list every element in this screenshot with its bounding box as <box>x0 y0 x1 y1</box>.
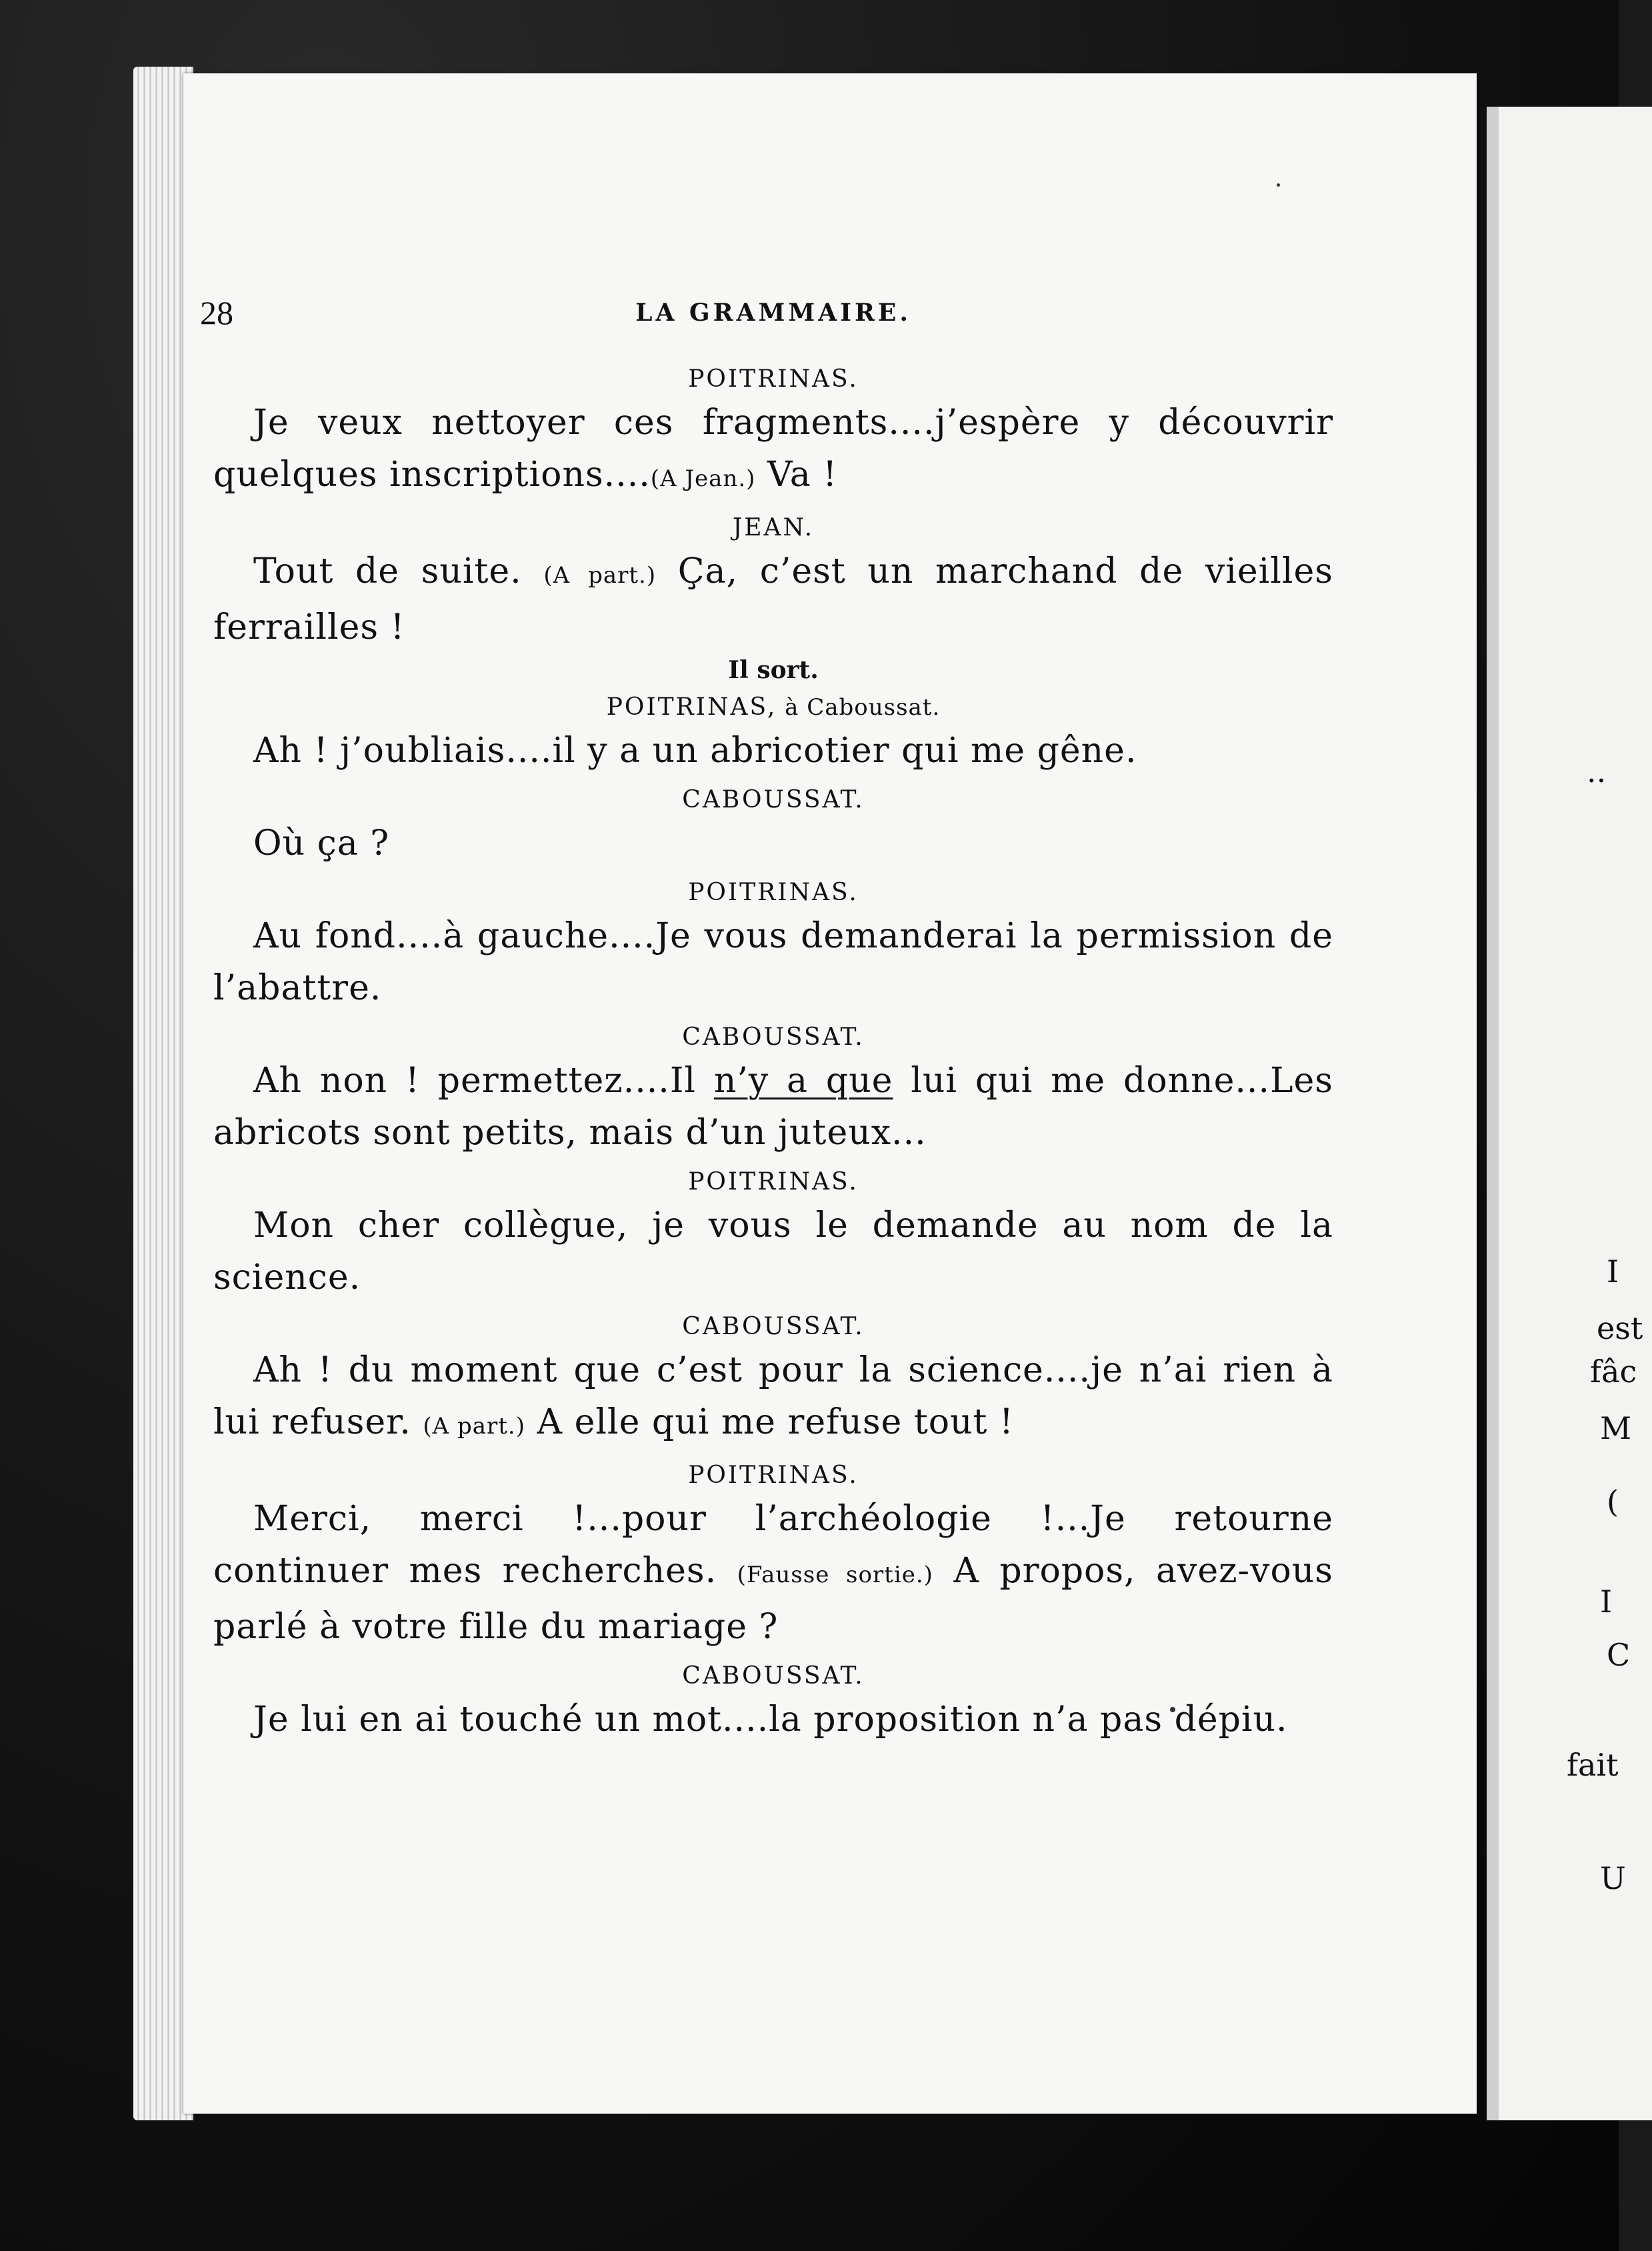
speech-text: Ah ! du moment que c’est pour la science....je n’ai rien à lui refuser. <box>213 1350 1333 1442</box>
speech-line <box>213 397 1333 505</box>
speech-text: A propos, avez-vous parlé à votre fille du mariage ? <box>213 1551 1333 1647</box>
facing-page-fragment: M <box>1600 1410 1632 1446</box>
facing-page-fragment: .. <box>1587 753 1607 789</box>
speech-text: Où ça ? <box>253 823 390 863</box>
speaker-name <box>213 365 1333 393</box>
speech-text: Ça, c’est un marchand de vieilles ferrailles ! <box>213 551 1333 647</box>
speaker-name <box>213 786 1333 813</box>
facing-page-fragment: fait <box>1567 1747 1619 1783</box>
facing-page-fragment: ( <box>1607 1484 1619 1520</box>
speaker-label: CABOUSSAT. <box>682 786 865 813</box>
speaker-label: POITRINAS. <box>688 879 859 906</box>
speaker-label: POITRINAS. <box>688 1462 859 1489</box>
page-number: 28 <box>200 294 233 331</box>
speaker-stage-note: à Caboussat. <box>777 694 941 721</box>
speech-text: Je lui en ai touché un mot....la proposition n’a pas dépiu. <box>253 1700 1288 1740</box>
running-title: LA GRAMMAIRE. <box>635 299 911 327</box>
facing-page <box>1487 107 1652 2120</box>
speech-text: Ah ! j’oubliais....il y a un abricotier qui me gêne. <box>253 731 1137 771</box>
stage-aside: (A part.) <box>543 562 657 589</box>
speaker-label: CABOUSSAT. <box>682 1662 865 1690</box>
speech-text: Merci, merci !...pour l’archéologie !...Je retourne continuer mes recherches. <box>213 1499 1333 1591</box>
speech-text: Va ! <box>755 455 838 495</box>
underlined-text: n’y a que <box>713 1061 893 1101</box>
speech-line <box>213 725 1333 777</box>
speech-text: lui qui me donne...Les abricots sont petits, mais d’un juteux... <box>213 1061 1333 1153</box>
speaker-label: POITRINAS, <box>606 693 777 721</box>
ink-speck <box>1277 183 1280 187</box>
speaker-name <box>213 1168 1333 1196</box>
page-text <box>200 293 1333 1746</box>
stage-direction: Il sort. <box>728 656 819 684</box>
facing-page-fragment: fâc <box>1590 1354 1637 1390</box>
stage-aside: (A Jean.) <box>650 465 756 492</box>
speaker-label: CABOUSSAT. <box>682 1313 865 1340</box>
stage-aside: (A part.) <box>423 1413 525 1440</box>
facing-page-fragment: I <box>1607 1254 1619 1290</box>
speaker-name <box>213 1023 1333 1051</box>
speech-text: Au fond....à gauche....Je vous demanderai la permission de l’abattre. <box>213 916 1333 1008</box>
speech-line <box>213 1694 1333 1746</box>
speaker-label: JEAN. <box>732 514 815 541</box>
speech-text: A elle qui me refuse tout ! <box>525 1402 1014 1442</box>
dialogue <box>213 365 1333 1746</box>
facing-page-fragment: I <box>1600 1584 1613 1620</box>
speaker-label: POITRINAS. <box>688 365 859 393</box>
stage-aside: (Fausse sortie.) <box>737 1562 933 1588</box>
page-header <box>200 293 1333 347</box>
facing-page-fragment: est <box>1597 1310 1643 1346</box>
speaker-name <box>213 1313 1333 1340</box>
speaker-name <box>213 1462 1333 1489</box>
speech-line <box>213 1200 1333 1304</box>
speaker-name <box>213 879 1333 906</box>
speaker-label: POITRINAS. <box>688 1168 859 1196</box>
speech-line <box>213 910 1333 1014</box>
facing-page-fragment: U <box>1600 1860 1626 1896</box>
speech-line <box>213 817 1333 869</box>
speaker-name <box>213 693 1333 721</box>
speech-text: Je veux nettoyer ces fragments....j’espère y découvrir quelques inscriptions.... <box>213 403 1333 495</box>
speech-line <box>213 1493 1333 1653</box>
speech-line <box>213 1055 1333 1159</box>
speech-line <box>213 1344 1333 1452</box>
facing-page-fragment: C <box>1607 1637 1631 1673</box>
speaker-name <box>213 1662 1333 1690</box>
speaker-name <box>213 514 1333 541</box>
speech-text: Tout de suite. <box>253 551 544 591</box>
speech-line <box>213 545 1333 653</box>
speech-text: Mon cher collègue, je vous le demande au nom de la science. <box>213 1206 1333 1298</box>
speech-text: Ah non ! permettez....Il <box>253 1061 714 1101</box>
speaker-label: CABOUSSAT. <box>682 1023 865 1051</box>
